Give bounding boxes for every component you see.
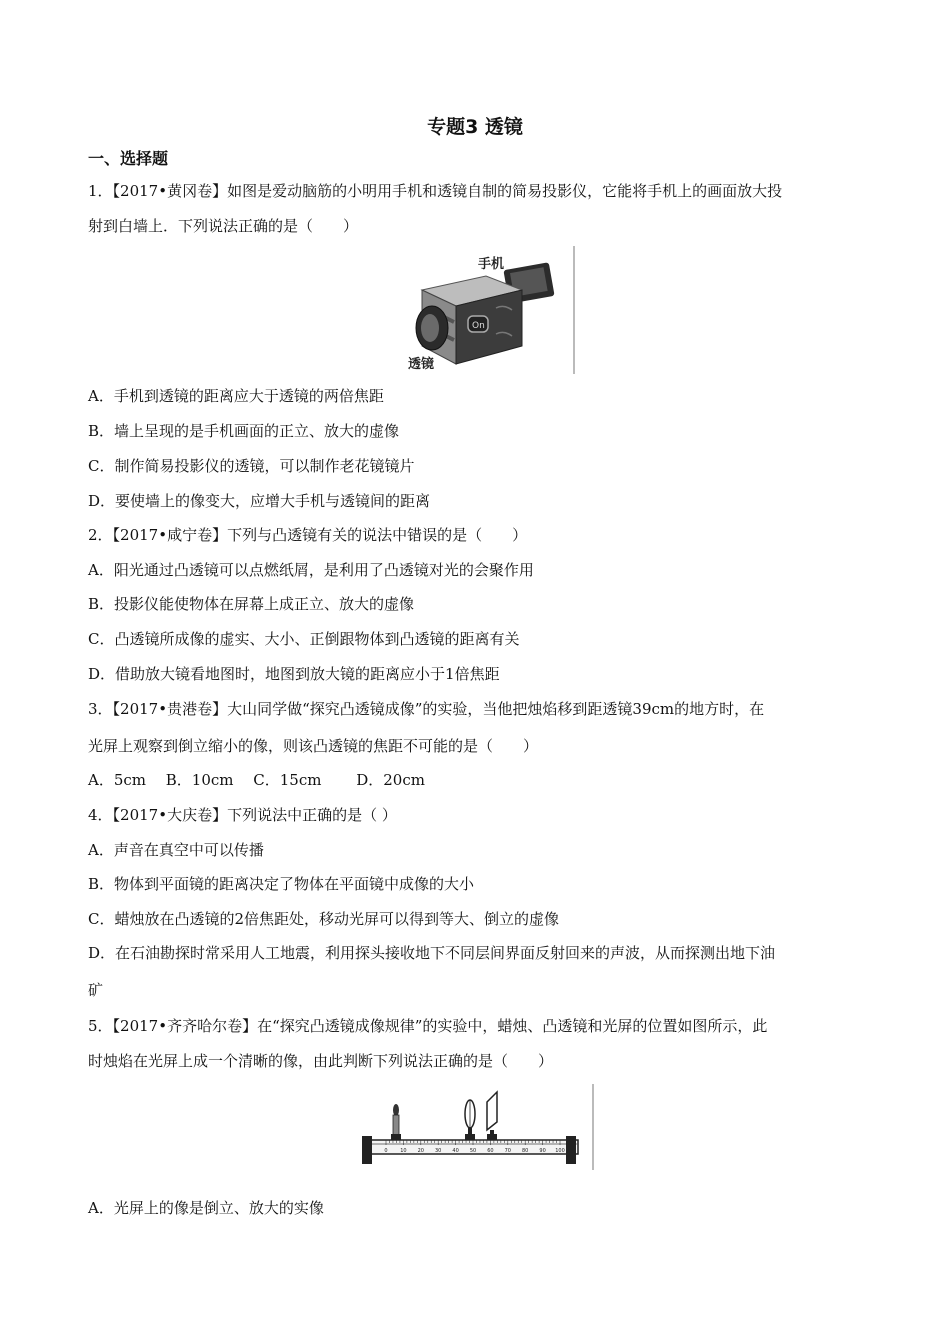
question-2-option-c: C．凸透镜所成像的虚实、大小、正倒跟物体到凸透镜的距离有关: [88, 630, 520, 648]
question-3-line-1: 3．【2017•贵港卷】大山同学做“探究凸透镜成像”的实验，当他把烛焰移到距透镜39cm的地方时，在: [88, 700, 765, 718]
ruler-tick-label: 100: [555, 1148, 565, 1154]
question-1-line-2: 射到白墙上．下列说法正确的是（ ）: [88, 217, 359, 235]
phone-label: 手机: [478, 257, 505, 272]
section-heading: 一、选择题: [88, 149, 169, 168]
ruler-tick-label: 80: [522, 1148, 529, 1154]
question-3-options: A．5cm B．10cm C．15cm D．20cm: [88, 771, 425, 789]
projector-illustration: [404, 246, 576, 374]
question-1-option-a: A．手机到透镜的距离应大于透镜的两倍焦距: [88, 387, 384, 405]
optical-bench-figure: [356, 1084, 596, 1170]
question-4-option-d-line-2: 矿: [88, 981, 104, 999]
question-4-option-b: B．物体到平面镜的距离决定了物体在平面镜中成像的大小: [88, 875, 475, 893]
question-5-option-a: A．光屏上的像是倒立、放大的实像: [88, 1199, 324, 1217]
question-1-option-b: B．墙上呈现的是手机画面的正立、放大的虚像: [88, 422, 400, 440]
candle-icon: [391, 1104, 401, 1140]
question-2-option-d: D．借助放大镜看地图时，地图到放大镜的距离应小于1倍焦距: [88, 665, 500, 683]
figure-button-label: On: [472, 321, 485, 331]
optical-bench-illustration: [356, 1084, 596, 1170]
ruler-tick-label: 50: [469, 1148, 477, 1154]
ruler-tick-label: 0: [384, 1148, 388, 1154]
question-4-option-a: A．声音在真空中可以传播: [88, 841, 264, 859]
question-1-line-1: 1．【2017•黄冈卷】如图是爱动脑筋的小明用手机和透镜自制的简易投影仪，它能将手机上的画面放大投: [88, 182, 783, 200]
question-4-option-c: C．蜡烛放在凸透镜的2倍焦距处，移动光屏可以得到等大、倒立的虚像: [88, 910, 560, 928]
question-5-line-2: 时烛焰在光屏上成一个清晰的像，由此判断下列说法正确的是（ ）: [88, 1052, 554, 1070]
page-title: 专题3 透镜: [427, 116, 523, 138]
bench-left-end: [362, 1136, 372, 1164]
question-3-line-2: 光屏上观察到倒立缩小的像，则该凸透镜的焦距不可能的是（ ）: [88, 737, 539, 755]
ruler-tick-label: 90: [539, 1148, 546, 1154]
question-1-option-c: C．制作简易投影仪的透镜，可以制作老花镜镜片: [88, 457, 415, 475]
bench-right-end: [566, 1136, 576, 1164]
ruler-tick-label: 60: [487, 1148, 494, 1154]
question-2-option-a: A．阳光通过凸透镜可以点燃纸屑，是利用了凸透镜对光的会聚作用: [88, 561, 534, 579]
ruler-tick-label: 10: [400, 1148, 407, 1154]
question-4-option-d-line-1: D．在石油勘探时常采用人工地震，利用探头接收地下不同层间界面反射回来的声波，从而探测出地下油: [88, 944, 776, 962]
convex-lens-icon: [465, 1100, 475, 1140]
projector-figure: [404, 246, 576, 374]
ruler-tick-label: 70: [504, 1148, 511, 1154]
question-2-stem: 2．【2017•咸宁卷】下列与凸透镜有关的说法中错误的是（ ）: [88, 526, 528, 544]
ruler-tick-label: 20: [417, 1148, 424, 1154]
ruler-tick-label: 30: [435, 1148, 442, 1154]
question-2-option-b: B．投影仪能使物体在屏幕上成正立、放大的虚像: [88, 595, 415, 613]
lens-label: 透镜: [408, 357, 435, 372]
light-screen-icon: [487, 1092, 497, 1140]
question-4-stem: 4．【2017•大庆卷】下列说法中正确的是（ ）: [88, 806, 397, 824]
question-1-option-d: D．要使墙上的像变大，应增大手机与透镜间的距离: [88, 492, 431, 510]
question-5-line-1: 5．【2017•齐齐哈尔卷】在“探究凸透镜成像规律”的实验中，蜡烛、凸透镜和光屏的位置如图所示，此: [88, 1017, 768, 1035]
ruler-tick-label: 40: [452, 1148, 459, 1154]
